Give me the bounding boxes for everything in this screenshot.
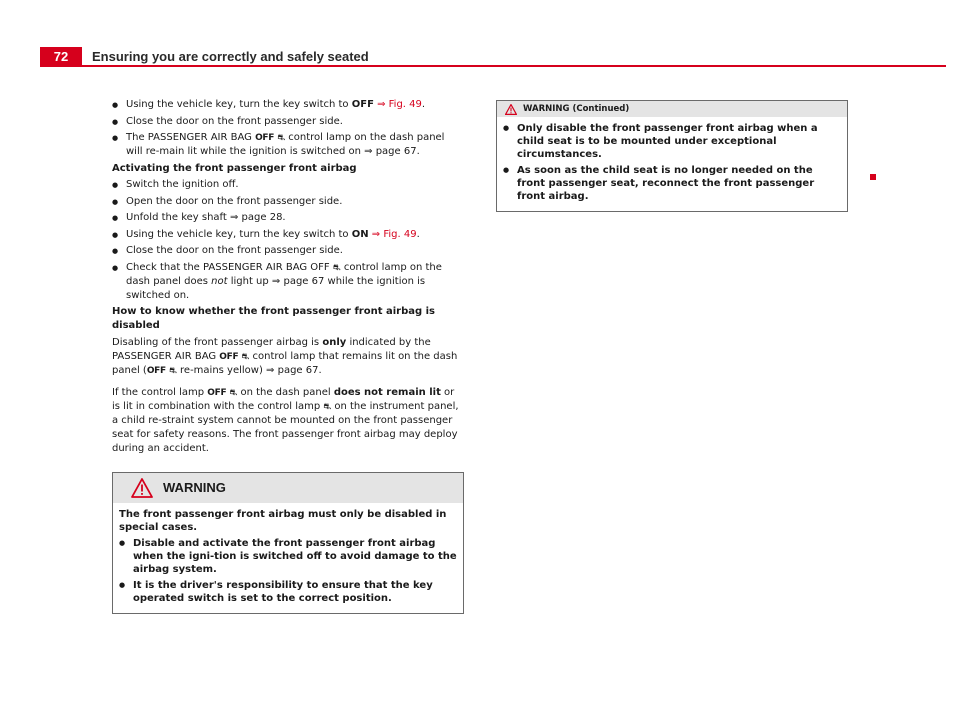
warning-continued-box bbox=[496, 100, 848, 212]
list-item: ● Close the door on the front passenger side. bbox=[112, 115, 464, 129]
list-item: ● Switch the ignition off. bbox=[112, 178, 464, 192]
warning-icon bbox=[505, 104, 517, 115]
warning-item: ● Only disable the front passenger front airbag when a child seat is to be mounted under exceptional circumstances. bbox=[503, 122, 841, 161]
off-lamp-icon: OFF bbox=[219, 351, 239, 362]
warning-intro: The front passenger front airbag must only be disabled in special cases. bbox=[119, 508, 447, 533]
section-heading: How to know whether the front passenger front airbag is disabled bbox=[112, 306, 436, 331]
warning-header bbox=[113, 473, 463, 503]
warning-body bbox=[497, 117, 847, 211]
paragraph: Disabling of the front passenger airbag is only indicated by the PASSENGER AIR BAG OFF ⛐ control lamp that remains lit on the dash panel (OFF ⛐ re-mains yellow) ⇒ page 67. bbox=[112, 336, 458, 376]
page-title: Ensuring you are correctly and safely seated bbox=[92, 49, 369, 64]
right-column bbox=[496, 100, 848, 212]
off-lamp-icon: OFF bbox=[146, 365, 166, 376]
passenger-airbag-icon: ⛐ bbox=[277, 133, 286, 143]
section-end-marker bbox=[870, 174, 876, 180]
warning-title: WARNING bbox=[163, 479, 226, 495]
page-header bbox=[40, 47, 946, 67]
warning-title: WARNING (Continued) bbox=[523, 104, 630, 114]
section-heading: Activating the front passenger front airbag bbox=[112, 162, 357, 174]
list-item: ● The PASSENGER AIR BAG OFF ⛐ control lamp on the dash panel will re-main lit while the ignition is switched on ⇒ page 67. bbox=[112, 131, 464, 159]
figure-link[interactable]: ⇒ Fig. 49 bbox=[377, 99, 422, 110]
list-item: ● Check that the PASSENGER AIR BAG OFF ⛐ control lamp on the dash panel does not light up ⇒ page 67 while the ignition is switched on. bbox=[112, 261, 464, 303]
passenger-airbag-icon: ⛐ bbox=[229, 387, 238, 398]
off-lamp-icon: OFF bbox=[255, 133, 275, 143]
warning-item: ● It is the driver's responsibility to ensure that the key operated switch is set to the correct position. bbox=[119, 579, 457, 605]
list-item: ● Using the vehicle key, turn the key switch to ON ⇒ Fig. 49. bbox=[112, 228, 464, 242]
list-item: ● Open the door on the front passenger side. bbox=[112, 195, 464, 209]
warning-header bbox=[497, 101, 847, 117]
warning-icon bbox=[131, 478, 153, 498]
list-item: ● Unfold the key shaft ⇒ page 28. bbox=[112, 211, 464, 225]
warning-item: ● As soon as the child seat is no longer needed on the front passenger seat, reconnect the front passenger front airbag. bbox=[503, 164, 841, 203]
child-seat-icon: ⛐ bbox=[323, 401, 332, 412]
figure-link[interactable]: ⇒ Fig. 49 bbox=[371, 228, 417, 240]
header-rule bbox=[82, 65, 946, 67]
warning-item: ● Disable and activate the front passenger front airbag when the igni-tion is switched off to avoid damage to the airbag system. bbox=[119, 537, 457, 576]
list-item: ● Using the vehicle key, turn the key switch to OFF ⇒ Fig. 49. bbox=[112, 98, 464, 112]
off-lamp-icon: OFF bbox=[207, 387, 227, 398]
paragraph: If the control lamp OFF ⛐ on the dash panel does not remain lit or is lit in combination with the control lamp ⛐ on the instrument panel, a child re-straint system cannot be mounted on the front passenger seat for safety reasons. The front passenger front airbag may deploy during an accident. bbox=[112, 386, 459, 454]
passenger-airbag-icon: ⛐ bbox=[332, 262, 341, 273]
list-item: ● Close the door on the front passenger side. bbox=[112, 244, 464, 258]
passenger-airbag-icon: ⛐ bbox=[241, 351, 250, 362]
passenger-airbag-icon: ⛐ bbox=[169, 365, 177, 376]
warning-body bbox=[113, 503, 463, 613]
page-number: 72 bbox=[40, 47, 82, 67]
left-column bbox=[112, 98, 464, 614]
warning-box bbox=[112, 472, 464, 614]
